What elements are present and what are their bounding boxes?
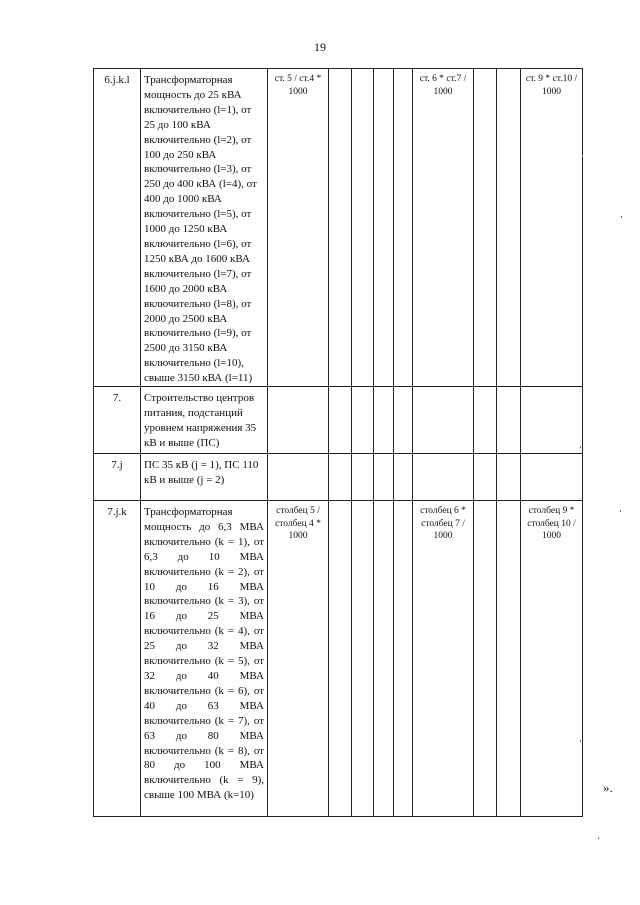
row-description: ПС 35 кВ (j = 1), ПС 110 кВ и выше (j = 2) [141,454,268,501]
scan-speck [580,446,581,448]
empty-cell [352,454,374,501]
empty-cell [521,387,583,454]
empty-cell [474,387,497,454]
scan-speck [582,155,583,157]
empty-cell [497,387,521,454]
empty-cell [268,454,329,501]
empty-cell [394,454,413,501]
empty-cell [374,387,394,454]
formula-cell: столбец 6 * столбец 7 / 1000 [413,501,474,817]
empty-cell [394,501,413,817]
scan-speck [598,837,599,839]
row-description: Трансформаторная мощность до 6,3 МВА включительно (k = 1), от 6,3 до 10 МВА включительно (k = 2), от 10 до 16 МВА включительно (k = 3), от 16 до 25 МВА включительно (k = 4), от 25 до 32 МВА включительно (k = 5), от 32 до 40 МВА включительно (k = 6), от 40 до 63 МВА включительно (k = 7), от 63 до 80 МВА включительно (k = 8), от 80 до 100 МВА включительно (k = 9), свыше 100 МВА (k=10) [141,501,268,817]
empty-cell [521,454,583,501]
empty-cell [394,69,413,387]
page-number: 19 [314,40,326,54]
empty-cell [497,69,521,387]
table-row [94,69,583,387]
empty-cell [329,454,352,501]
scan-speck [620,510,621,512]
empty-cell [329,69,352,387]
empty-cell [413,387,474,454]
empty-cell [474,501,497,817]
empty-cell [374,501,394,817]
tariff-table [93,68,583,817]
empty-cell [413,454,474,501]
row-code: 7.j [94,454,141,501]
empty-cell [474,69,497,387]
row-code: 7. [94,387,141,454]
empty-cell [329,501,352,817]
row-description: Строительство центров питания, подстанций уровнем напряжения 35 кВ и выше (ПС) [141,387,268,454]
row-code: 6.j.k.l [94,69,141,387]
empty-cell [352,387,374,454]
empty-cell [374,454,394,501]
table-row [94,501,583,817]
empty-cell [474,454,497,501]
scan-speck [621,216,622,218]
scan-speck [580,740,581,742]
empty-cell [394,387,413,454]
formula-cell: ст. 5 / ст.4 * 1000 [268,69,329,387]
empty-cell [352,501,374,817]
empty-cell [352,69,374,387]
formula-cell: ст. 6 * ст.7 / 1000 [413,69,474,387]
row-code: 7.j.k [94,501,141,817]
empty-cell [329,387,352,454]
empty-cell [268,387,329,454]
empty-cell [497,454,521,501]
formula-cell: столбец 9 * столбец 10 / 1000 [521,501,583,817]
formula-cell: столбец 5 / столбец 4 * 1000 [268,501,329,817]
row-description: Трансформаторная мощность до 25 кВА включительно (l=1), от 25 до 100 кВА включительно (l=2), от 100 до 250 кВА включительно (l=3), от 250 до 400 кВА (l=4), от 400 до 1000 кВА включительно (l=5), от 1000 до 1250 кВА включительно (l=6), от 1250 кВА до 1600 кВА включительно (l=7), от 1600 до 2000 кВА включительно (l=8), от 2000 до 2500 кВА включительно (l=9), от 2500 до 3150 кВА включительно (l=10), свыше 3150 кВА (l=11) [141,69,268,387]
table-row [94,454,583,501]
empty-cell [374,69,394,387]
closing-quote-mark: ». [603,780,613,795]
formula-cell: ст. 9 * ст.10 / 1000 [521,69,583,387]
empty-cell [497,501,521,817]
table-row [94,387,583,454]
